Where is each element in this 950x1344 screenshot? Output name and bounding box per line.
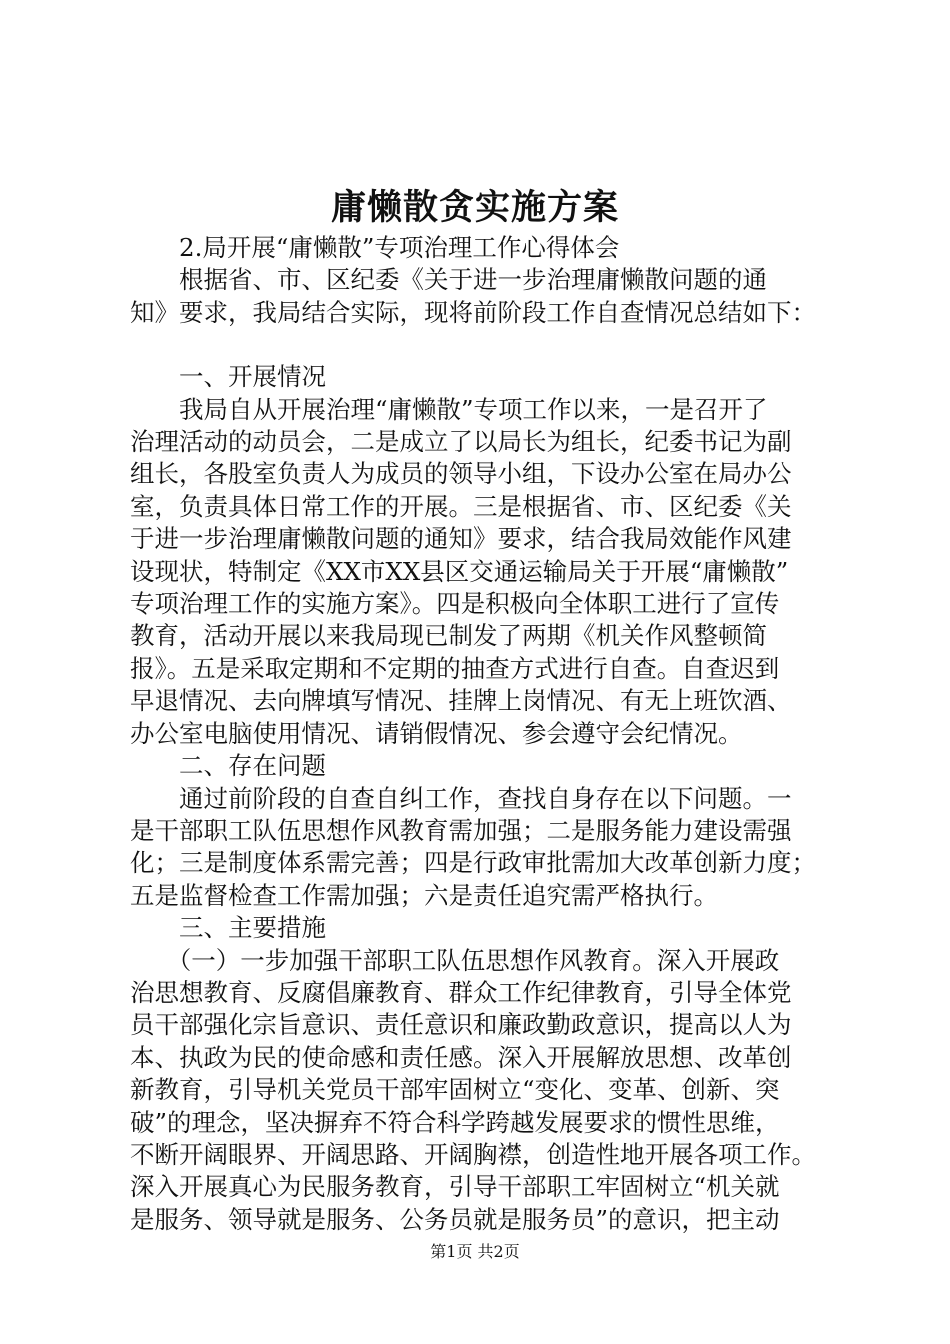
body-line: 是干部职工队伍思想作风教育需加强；二是服务能力建设需强 (130, 815, 792, 845)
blank-line (130, 329, 842, 361)
body-line: 化；三是制度体系需完善；四是行政审批需加大改革创新力度； (130, 848, 816, 878)
document-title: 庸懒散贪实施方案 (330, 187, 619, 228)
body-line: 是服务、领导就是服务、公务员就是服务员”的意识，把主动 (130, 1204, 780, 1234)
body-line: 2.局开展“庸懒散”专项治理工作心得体会 (130, 233, 620, 262)
body-line: 办公室电脑使用情况、请销假情况、参会遵守会纪情况。 (130, 718, 743, 748)
body-line: 通过前阶段的自查自纠工作，查找自身存在以下问题。一 (130, 783, 792, 813)
body-line: 根据省、市、区纪委《关于进一步治理庸懒散问题的通 (130, 265, 767, 295)
body-line: （一）一步加强干部职工队伍思想作风教育。深入开展政 (130, 945, 780, 975)
body-line: 教育，活动开展以来我局现已制发了两期《机关作风整顿简 (130, 621, 767, 651)
body-line: 设现状，特制定《XX市XX县区交通运输局关于开展“庸懒散” (130, 556, 789, 586)
body-line: 员干部强化宗旨意识、责任意识和廉政勤政意识，提高以人为 (130, 1010, 792, 1040)
body-line: 治理活动的动员会，二是成立了以局长为组长，纪委书记为副 (130, 427, 792, 457)
body-line: 新教育，引导机关党员干部牢固树立“变化、变革、创新、突 (130, 1075, 780, 1105)
body-line: 二、存在问题 (130, 751, 326, 781)
body-line: 专项治理工作的实施方案》。四是积极向全体职工进行了宣传 (130, 589, 780, 619)
body-line: 早退情况、去向牌填写情况、挂牌上岗情况、有无上班饮酒、 (130, 686, 792, 716)
body-line: 治思想教育、反腐倡廉教育、群众工作纪律教育，引导全体党 (130, 977, 792, 1007)
body-line: 组长，各股室负责人为成员的领导小组，下设办公室在局办公 (130, 459, 792, 489)
body-line: 不断开阔眼界、开阔思路、开阔胸襟，创造性地开展各项工作。 (130, 1139, 816, 1169)
body-line: 我局自从开展治理“庸懒散”专项工作以来，一是召开了 (130, 394, 768, 424)
body-line: 深入开展真心为民服务教育，引导干部职工牢固树立“机关就 (130, 1172, 780, 1202)
body-line: 于进一步治理庸懒散问题的通知》要求，结合我局效能作风建 (130, 524, 792, 554)
body-line: 一、开展情况 (130, 362, 326, 392)
body-line: 五是监督检查工作需加强；六是责任追究需严格执行。 (130, 880, 718, 910)
body-line: 破”的理念，坚决摒弃不符合科学跨越发展要求的惯性思维， (130, 1107, 780, 1137)
body-line: 本、执政为民的使命感和责任感。深入开展解放思想、改革创 (130, 1042, 792, 1072)
page-footer: 第1页 共2页 (430, 1242, 520, 1261)
body-line: 三、主要措施 (130, 913, 326, 943)
document-body (130, 232, 842, 1236)
body-line: 知》要求，我局结合实际，现将前阶段工作自查情况总结如下： (130, 297, 816, 327)
body-line: 室，负责具体日常工作的开展。三是根据省、市、区纪委《关 (130, 491, 792, 521)
body-line: 报》。五是采取定期和不定期的抽查方式进行自查。自查迟到 (130, 653, 780, 683)
